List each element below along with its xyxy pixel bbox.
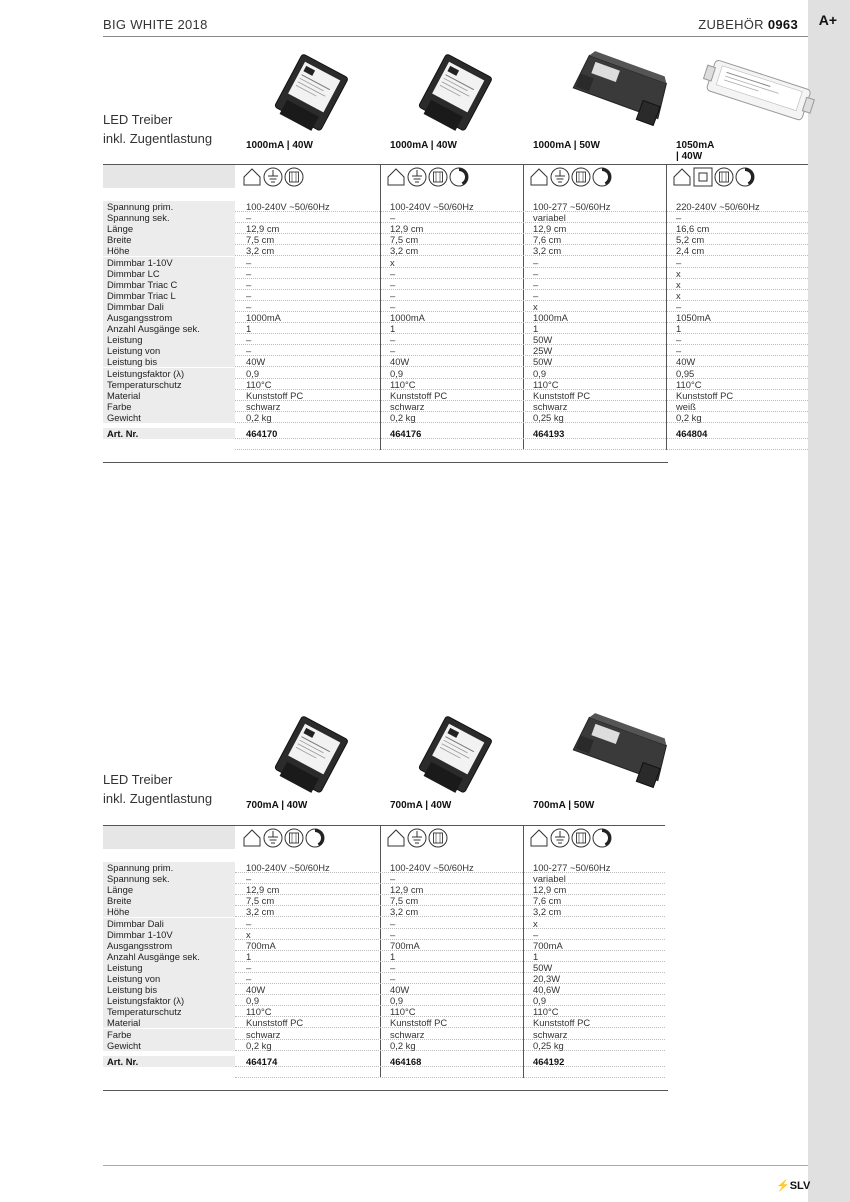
house-icon — [386, 167, 406, 192]
cell-value: 40W — [246, 356, 266, 368]
cell-value: – — [246, 917, 252, 929]
icon-header-band — [103, 165, 235, 188]
earth-icon — [263, 167, 283, 192]
side-tab — [808, 0, 850, 1202]
product-name: 700mA | 40W — [390, 800, 452, 811]
row-label: Gewicht — [107, 411, 141, 423]
product-image — [414, 712, 494, 807]
cell-value: 12,9 cm — [390, 884, 424, 896]
cell-value: schwarz — [246, 1028, 281, 1040]
logo-mark-icon: ⚡ — [776, 1180, 790, 1192]
box-lines-icon — [571, 828, 591, 853]
page-header-right — [698, 17, 798, 32]
earth-icon — [550, 167, 570, 192]
cell-value: 0,2 kg — [390, 411, 416, 423]
article-number-label: Art. Nr. — [107, 428, 139, 439]
section-title — [103, 770, 212, 808]
product-image — [698, 52, 818, 137]
cell-value: x — [533, 300, 538, 312]
cell-value: 1 — [533, 950, 539, 962]
logo-text: SLV — [789, 1180, 811, 1192]
cell-value: – — [246, 256, 252, 268]
cell-value: schwarz — [390, 1028, 425, 1040]
table-bottom-rule — [103, 1090, 668, 1091]
cell-value: – — [390, 961, 396, 973]
icon-header-band — [103, 826, 235, 849]
table-row — [103, 962, 665, 973]
row-label: Spannung sek. — [107, 212, 170, 224]
cell-value: 700mA — [390, 939, 420, 951]
cell-value: 40,6W — [533, 984, 561, 996]
article-number: 464176 — [390, 428, 422, 439]
table-row — [103, 390, 808, 401]
cell-value: 1 — [390, 950, 396, 962]
cell-value: 7,6 cm — [533, 234, 562, 246]
cell-value: 3,2 cm — [533, 906, 562, 918]
cell-value: 12,9 cm — [390, 223, 424, 235]
catalog-title: BIG WHITE 2018 — [103, 17, 208, 32]
cell-value: – — [676, 334, 682, 346]
table-row — [103, 940, 665, 951]
row-label: Ausgangsstrom — [107, 312, 173, 323]
cell-value: – — [533, 256, 539, 268]
cell-value: – — [246, 278, 252, 290]
cell-value: x — [533, 917, 538, 929]
table-row — [103, 873, 665, 884]
side-tab-label: A+ — [818, 12, 837, 28]
product-image — [414, 50, 494, 145]
table-row — [103, 301, 808, 312]
cell-value: 0,9 — [533, 995, 547, 1007]
section-title-line1: LED Treiber — [103, 772, 173, 787]
cell-value: 0,9 — [246, 995, 260, 1007]
row-label: Dimmbar Triac L — [107, 289, 176, 301]
cell-value: – — [533, 928, 539, 940]
row-label: Leistung von — [107, 973, 161, 984]
row-label: Dimmbar Triac C — [107, 278, 178, 290]
cell-value: Kunststoff PC — [390, 1017, 448, 1029]
table-row — [103, 1017, 665, 1028]
cell-value: 0,95 — [676, 367, 695, 379]
cell-value: 7,6 cm — [533, 895, 562, 907]
article-number-label: Art. Nr. — [107, 1055, 139, 1067]
certification-icons — [242, 167, 304, 192]
cell-value: Kunststoff PC — [676, 389, 734, 401]
cell-value: x — [676, 289, 681, 301]
cell-value: 3,2 cm — [246, 245, 275, 257]
certification-icons — [529, 828, 612, 853]
cell-value: 25W — [533, 345, 553, 357]
table-row — [103, 951, 665, 962]
cell-value: 7,5 cm — [246, 234, 275, 246]
article-number: 464192 — [533, 1055, 565, 1067]
certification-icons — [529, 167, 612, 192]
cell-value: – — [246, 973, 252, 984]
cell-value: – — [390, 289, 396, 301]
cell-value: 3,2 cm — [390, 245, 419, 257]
table-row — [103, 906, 665, 917]
cell-value: 50W — [533, 334, 553, 346]
section-title-line1: LED Treiber — [103, 112, 173, 127]
table-row — [103, 984, 665, 995]
article-number: 464170 — [246, 428, 278, 439]
product-image — [270, 50, 350, 145]
cell-value: 40W — [246, 984, 266, 996]
cell-value: 110°C — [246, 1006, 272, 1018]
cell-value: – — [246, 961, 252, 973]
cell-value: 50W — [533, 961, 553, 973]
cell-value: 40W — [390, 356, 410, 368]
table-row — [103, 884, 665, 895]
table-row — [103, 918, 665, 929]
cell-value: 7,5 cm — [246, 895, 275, 907]
row-label: Material — [107, 1017, 141, 1029]
table-row — [103, 234, 808, 245]
table-row — [103, 201, 808, 212]
table-row — [103, 223, 808, 234]
spacer-row — [103, 439, 808, 450]
cell-value: – — [246, 334, 252, 346]
cell-value: – — [533, 289, 539, 301]
table-row — [103, 401, 808, 412]
product-name: 1000mA | 40W — [390, 140, 457, 151]
cell-value: schwarz — [533, 1028, 568, 1040]
cell-value: – — [390, 267, 396, 279]
product-name: 1000mA | 50W — [533, 140, 600, 151]
cell-value: 100-240V ~50/60Hz — [246, 862, 330, 873]
cell-value: schwarz — [246, 400, 281, 412]
cell-value: 0,2 kg — [676, 411, 702, 423]
row-label: Leistungsfaktor (λ) — [107, 367, 185, 379]
footer-divider — [103, 1165, 808, 1166]
cell-value: 0,9 — [390, 995, 404, 1007]
cell-value: 110°C — [533, 1006, 559, 1018]
cell-value: 50W — [533, 356, 553, 368]
row-label: Höhe — [107, 245, 130, 257]
cell-value: 1050mA — [676, 312, 711, 323]
table-row — [103, 323, 808, 334]
table-row — [103, 973, 665, 984]
cell-value: 40W — [390, 984, 410, 996]
table-row — [103, 995, 665, 1006]
box-lines-icon — [284, 828, 304, 853]
cell-value: 0,9 — [246, 367, 260, 379]
row-label: Dimmbar LC — [107, 267, 160, 279]
cell-value: 7,5 cm — [390, 895, 419, 907]
table-row — [103, 257, 808, 268]
row-label: Spannung sek. — [107, 873, 170, 885]
product-image — [270, 712, 350, 807]
certification-icons — [386, 167, 469, 192]
cell-value: Kunststoff PC — [533, 389, 591, 401]
article-number: 464174 — [246, 1055, 278, 1067]
cell-value: – — [390, 212, 396, 224]
earth-icon — [407, 828, 427, 853]
cell-value: – — [246, 873, 252, 885]
house-icon — [529, 167, 549, 192]
cell-value: – — [390, 873, 396, 885]
certification-icons — [672, 167, 755, 192]
table-row — [103, 929, 665, 940]
cell-value: Kunststoff PC — [246, 1017, 304, 1029]
table-row — [103, 345, 808, 356]
row-label: Leistungsfaktor (λ) — [107, 995, 185, 1007]
row-label: Anzahl Ausgänge sek. — [107, 950, 200, 962]
cell-value: – — [676, 256, 682, 268]
table-row — [103, 379, 808, 390]
cell-value: 0,2 kg — [246, 411, 272, 423]
cell-value: 20,3W — [533, 973, 561, 984]
square-icon — [693, 167, 713, 192]
product-image — [565, 712, 675, 799]
cell-value: 5,2 cm — [676, 234, 705, 246]
table-row — [103, 1006, 665, 1017]
product-image — [565, 50, 675, 137]
cell-value: schwarz — [390, 400, 425, 412]
cell-value: 110°C — [246, 378, 272, 390]
cell-value: 110°C — [390, 378, 416, 390]
cell-value: 40W — [676, 356, 696, 368]
certification-icons — [242, 828, 325, 853]
product-name: 700mA | 50W — [533, 800, 595, 811]
row-label: Breite — [107, 234, 132, 246]
section-title — [103, 110, 212, 148]
cell-value: variabel — [533, 873, 566, 885]
cell-value: 0,2 kg — [246, 1039, 272, 1051]
row-separator — [235, 449, 808, 450]
table-row — [103, 356, 808, 367]
page-number: 0963 — [767, 17, 798, 32]
cell-value: 1000mA — [533, 312, 568, 323]
dim-icon — [449, 167, 469, 192]
row-label: Länge — [107, 884, 134, 896]
cell-value: Kunststoff PC — [533, 1017, 591, 1029]
cell-value: 16,6 cm — [676, 223, 710, 235]
cell-value: weiß — [676, 400, 696, 412]
cell-value: 3,2 cm — [533, 245, 562, 257]
row-label: Gewicht — [107, 1039, 141, 1051]
cell-value: – — [246, 300, 252, 312]
cell-value: – — [246, 345, 252, 357]
dim-icon — [592, 828, 612, 853]
cell-value: – — [390, 917, 396, 929]
article-number-row — [103, 1056, 665, 1067]
house-icon — [672, 167, 692, 192]
cell-value: – — [390, 345, 396, 357]
earth-icon — [550, 828, 570, 853]
cell-value: – — [390, 300, 396, 312]
cell-value: 0,25 kg — [533, 1039, 564, 1051]
table-row — [103, 279, 808, 290]
section-title-line2: inkl. Zugentlastung — [103, 131, 213, 146]
cell-value: – — [390, 334, 396, 346]
row-label: Anzahl Ausgänge sek. — [107, 323, 200, 335]
row-label: Ausgangsstrom — [107, 939, 173, 951]
cell-value: – — [390, 928, 396, 940]
house-icon — [242, 828, 262, 853]
header-divider — [103, 36, 808, 37]
category-label: ZUBEHÖR — [698, 17, 764, 32]
cell-value: 3,2 cm — [390, 906, 419, 918]
cell-value: 7,5 cm — [390, 234, 419, 246]
cell-value: 12,9 cm — [533, 223, 567, 235]
cell-value: x — [246, 928, 251, 940]
row-label: Dimmbar Dali — [107, 300, 164, 312]
table-row — [103, 334, 808, 345]
cell-value: 220-240V ~50/60Hz — [676, 201, 760, 212]
table-row — [103, 268, 808, 279]
cell-value: – — [246, 289, 252, 301]
cell-value: – — [676, 345, 682, 357]
cell-value: x — [676, 278, 681, 290]
row-separator — [235, 1077, 665, 1078]
row-label: Farbe — [107, 1028, 132, 1040]
cell-value: – — [246, 267, 252, 279]
row-label: Breite — [107, 895, 132, 907]
table-row — [103, 312, 808, 323]
row-label: Leistung — [107, 961, 143, 973]
table-row — [103, 1040, 665, 1051]
cell-value: Kunststoff PC — [246, 389, 304, 401]
cell-value: 2,4 cm — [676, 245, 705, 257]
dim-icon — [305, 828, 325, 853]
product-name: 1000mA | 40W — [246, 140, 313, 151]
cell-value: 100-240V ~50/60Hz — [390, 201, 474, 212]
row-label: Temperaturschutz — [107, 1006, 182, 1018]
box-lines-icon — [428, 828, 448, 853]
cell-value: 0,2 kg — [390, 1039, 416, 1051]
cell-value: 100-240V ~50/60Hz — [390, 862, 474, 873]
table-row — [103, 368, 808, 379]
table-row — [103, 290, 808, 301]
row-label: Farbe — [107, 400, 132, 412]
box-lines-icon — [428, 167, 448, 192]
row-label: Leistung von — [107, 345, 161, 357]
cell-value: – — [533, 278, 539, 290]
cell-value: 1 — [246, 323, 252, 335]
table-row — [103, 1029, 665, 1040]
cell-value: – — [676, 300, 682, 312]
cell-value: – — [246, 212, 252, 224]
earth-icon — [263, 828, 283, 853]
product-name: 1050mA | 40W — [676, 140, 714, 162]
cell-value: 700mA — [533, 939, 563, 951]
cell-value: – — [676, 212, 682, 224]
table-row — [103, 862, 665, 873]
cell-value: 1 — [533, 323, 539, 335]
cell-value: 100-277 ~50/60Hz — [533, 201, 611, 212]
cell-value: 110°C — [390, 1006, 416, 1018]
certification-icons — [386, 828, 448, 853]
cell-value: 700mA — [246, 939, 276, 951]
cell-value: 110°C — [533, 378, 559, 390]
row-label: Leistung bis — [107, 984, 158, 996]
cell-value: 100-240V ~50/60Hz — [246, 201, 330, 212]
table-row — [103, 895, 665, 906]
row-label: Leistung — [107, 334, 143, 346]
house-icon — [242, 167, 262, 192]
cell-value: 12,9 cm — [246, 223, 280, 235]
box-lines-icon — [714, 167, 734, 192]
table-bottom-rule — [103, 462, 668, 463]
table-row — [103, 245, 808, 256]
cell-value: 1 — [676, 323, 682, 335]
row-label: Spannung prim. — [107, 862, 174, 873]
cell-value: 3,2 cm — [246, 906, 275, 918]
cell-value: 110°C — [676, 378, 702, 390]
row-label: Temperaturschutz — [107, 378, 182, 390]
row-label: Dimmbar 1-10V — [107, 256, 173, 268]
table-row — [103, 412, 808, 423]
cell-value: 1 — [246, 950, 252, 962]
cell-value: 12,9 cm — [246, 884, 280, 896]
cell-value: 1000mA — [246, 312, 281, 323]
table-row — [103, 212, 808, 223]
article-number: 464804 — [676, 428, 708, 439]
section-title-line2: inkl. Zugentlastung — [103, 791, 213, 806]
cell-value: x — [676, 267, 681, 279]
cell-value: 0,9 — [533, 367, 547, 379]
row-label: Leistung bis — [107, 356, 158, 368]
dim-icon — [735, 167, 755, 192]
article-number-row — [103, 428, 808, 439]
spacer-row — [103, 1067, 665, 1078]
earth-icon — [407, 167, 427, 192]
row-label: Material — [107, 389, 141, 401]
box-lines-icon — [571, 167, 591, 192]
cell-value: 100-277 ~50/60Hz — [533, 862, 611, 873]
cell-value: 0,9 — [390, 367, 404, 379]
cell-value: 1000mA — [390, 312, 425, 323]
article-number: 464193 — [533, 428, 565, 439]
house-icon — [386, 828, 406, 853]
row-label: Spannung prim. — [107, 201, 174, 212]
row-label: Dimmbar 1-10V — [107, 928, 173, 940]
row-label: Höhe — [107, 906, 130, 918]
dim-icon — [592, 167, 612, 192]
slv-logo — [776, 1179, 810, 1192]
cell-value: x — [390, 256, 395, 268]
product-name: 700mA | 40W — [246, 800, 308, 811]
row-label: Dimmbar Dali — [107, 917, 164, 929]
cell-value: – — [390, 278, 396, 290]
cell-value: variabel — [533, 212, 566, 224]
cell-value: 1 — [390, 323, 396, 335]
house-icon — [529, 828, 549, 853]
cell-value: – — [533, 267, 539, 279]
box-lines-icon — [284, 167, 304, 192]
article-number: 464168 — [390, 1055, 422, 1067]
cell-value: 12,9 cm — [533, 884, 567, 896]
row-label: Länge — [107, 223, 134, 235]
cell-value: Kunststoff PC — [390, 389, 448, 401]
cell-value: schwarz — [533, 400, 568, 412]
cell-value: 0,25 kg — [533, 411, 564, 423]
cell-value: – — [390, 973, 396, 984]
